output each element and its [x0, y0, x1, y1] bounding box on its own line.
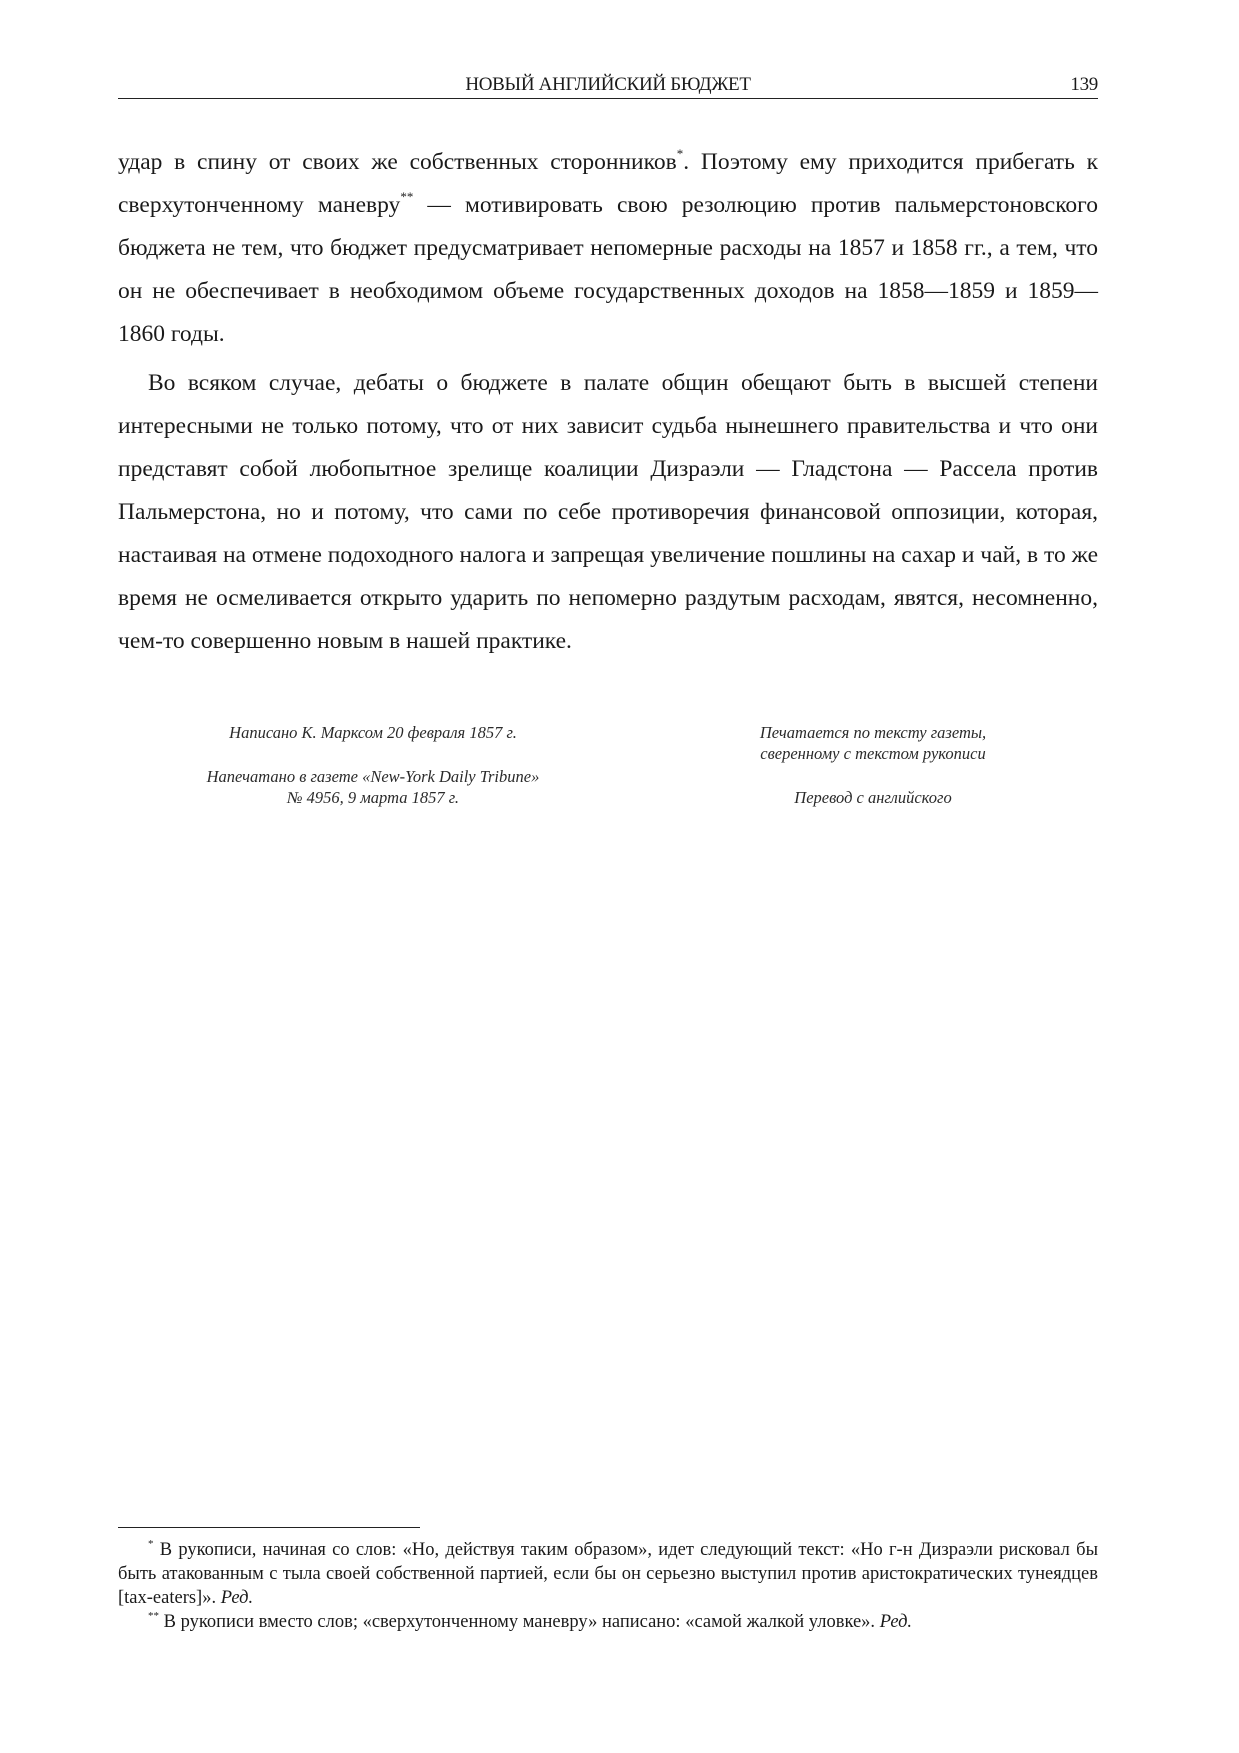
main-text [118, 141, 1098, 663]
colophon-left [158, 722, 588, 831]
source-line-1: Печатается по тексту газеты, [759, 723, 987, 742]
footnote-divider [118, 1527, 420, 1528]
source-line-2: сверенному с текстом рукописи [760, 744, 986, 763]
publication-line-2: № 4956, 9 марта 1857 г. [286, 788, 460, 807]
footnote-2-mark: ** [148, 1609, 159, 1622]
publication-line-1: Напечатано в газете «New-York Daily Tribune» [206, 767, 540, 786]
footnotes [118, 1538, 1098, 1634]
running-header [118, 72, 1098, 99]
running-title: НОВЫЙ АНГЛИЙСКИЙ БЮДЖЕТ [465, 74, 751, 95]
colophon-right [688, 722, 1058, 831]
footnote-2-editor: Ред. [879, 1612, 913, 1632]
paragraph-2: Во всяком случае, дебаты о бюджете в палате общин обещают быть в высшей степени интересными не только потому, что от них зависит судьба нынешнего правительства и что они представят собой любопытное зрелище коалиции Дизраэли — Гладстона — Рассела против Пальмерстона, но и потому, что сами по себе противоречия финансовой оппозиции, которая, настаивая на отмене подоходного налога и запрещая увеличение пошлины на сахар и чай, в то же время не осмеливается открыто ударить по непомерно раздутым расходам, явятся, несомненно, чем-то совершенно новым в нашей практике. [118, 370, 1098, 654]
footnote-2 [118, 1610, 1098, 1634]
footnote-1-mark: * [148, 1537, 154, 1550]
footnote-1 [118, 1538, 1098, 1610]
written-by-note: Написано К. Марксом 20 февраля 1857 г. [229, 723, 517, 742]
translation-note: Перевод с английского [794, 788, 952, 807]
footnote-1-editor: Ред. [220, 1588, 254, 1608]
publication-note [158, 766, 588, 808]
paragraph-1-text-a: удар в спину от своих же собственных сторонников [118, 149, 677, 175]
source-note [688, 722, 1058, 764]
paragraph-1 [118, 141, 1098, 356]
footnote-1-text: В рукописи, начиная со слов: «Но, действуя таким образом», идет следующий текст: «Но г-н Дизраэли рисковал бы быть атакованным с тыла своей собственной партией, если бы он серьезно выступил против аристократических тунеядцев [tax-eaters]». [118, 1540, 1098, 1608]
paragraph-1-text-c: — мотивировать свою резолюцию против пальмерстоновского бюджета не тем, что бюджет предусматривает непомерные расходы на 1857 и 1858 гг., а тем, что он не обеспечивает в необходимом объеме государственных доходов на 1858—1859 и 1859—1860 годы. [118, 192, 1098, 347]
footnote-ref-2: ** [400, 189, 414, 205]
footnote-2-text: В рукописи вместо слов; «сверхутонченному маневру» написано: «самой жалкой уловке». [159, 1612, 880, 1632]
page-number: 139 [1070, 74, 1098, 95]
footnote-ref-1: * [676, 146, 684, 162]
paragraph-1-text-b: . Поэтому ему приходится прибегать к сверхутонченному маневру [118, 149, 1098, 218]
